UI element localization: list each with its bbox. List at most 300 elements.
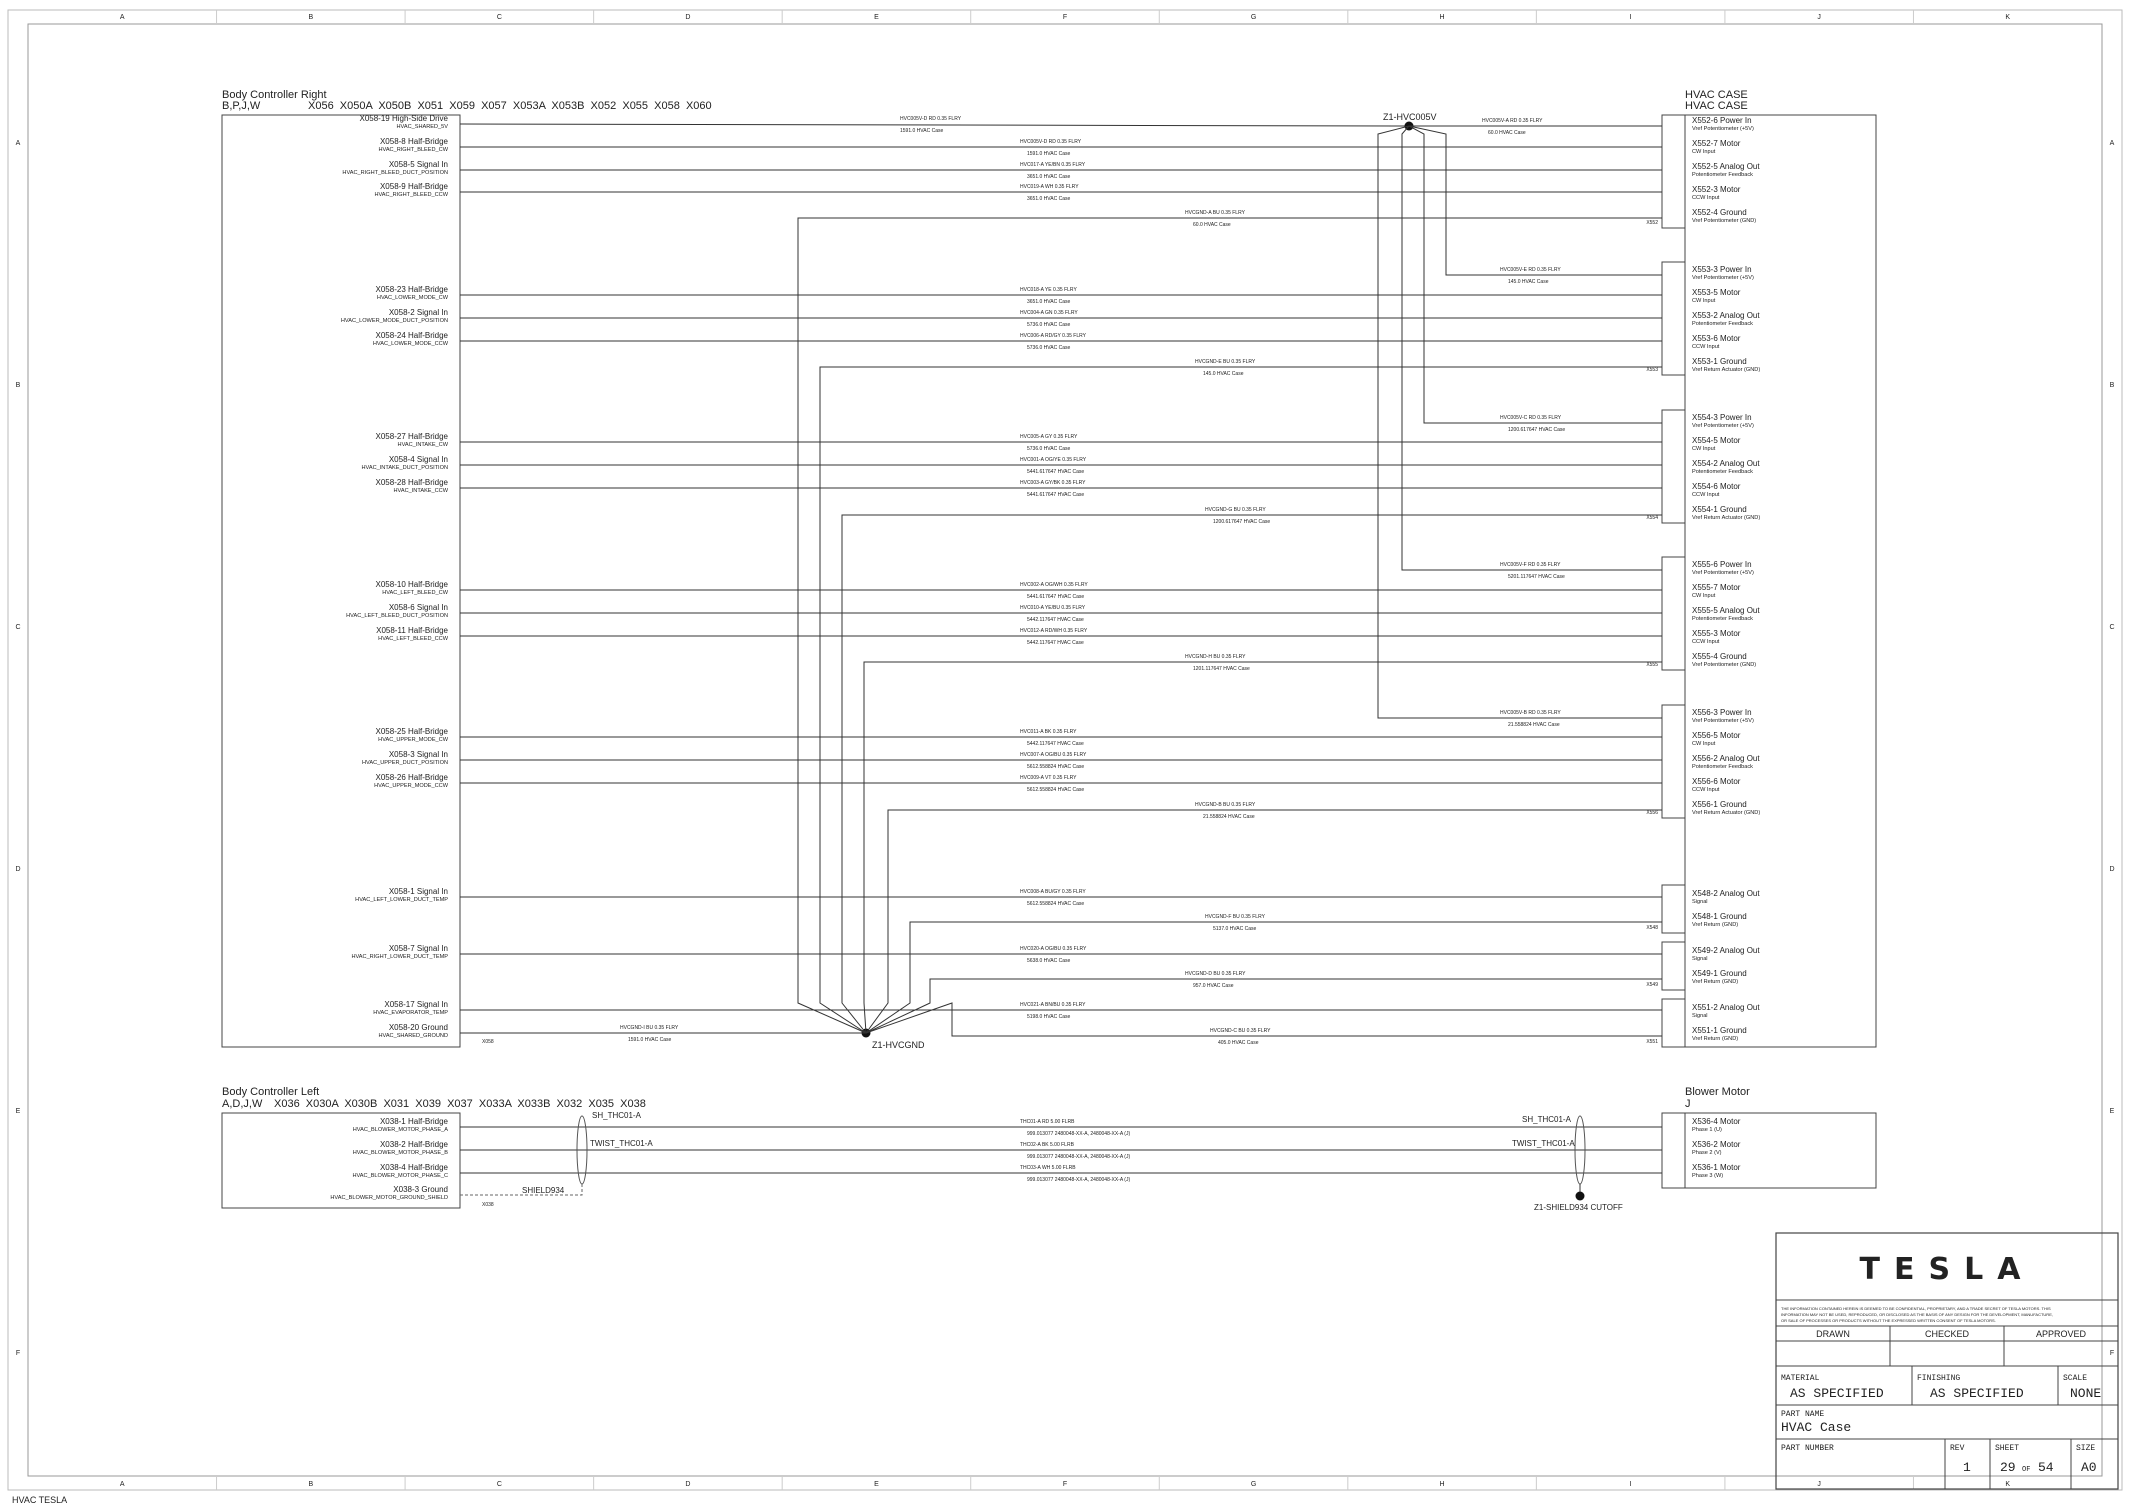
hvac-pin-desc: Vref Potentiometer (+5V) xyxy=(1692,718,1754,724)
hvac-pin-label: X552-4 Ground xyxy=(1692,208,1747,217)
power-wire-spec: HVC005V-E RD 0.35 FLRY xyxy=(1500,267,1561,273)
gnd-wire-length: 5137.0 HVAC Case xyxy=(1213,926,1257,932)
hvac-connector-block xyxy=(1662,557,1685,670)
bcr-pin-signal: HVAC_UPPER_MODE_CCW xyxy=(374,783,448,789)
bcl-pin-signal: HVAC_BLOWER_MOTOR_PHASE_C xyxy=(352,1173,448,1179)
wire-length: 1591.0 HVAC Case xyxy=(1027,151,1071,157)
rev-value: 1 xyxy=(1963,1460,1971,1475)
bcr-footer-label: X058 xyxy=(482,1039,494,1045)
sheet-border xyxy=(8,10,2122,1490)
sheet-number: 29 xyxy=(2000,1460,2016,1475)
hvac-pin-desc: Vref Return (GND) xyxy=(1692,922,1739,928)
bcr-title: Body Controller Right xyxy=(222,89,327,101)
hvac-pin-label: X556-1 Ground xyxy=(1692,800,1747,809)
wire-length: 5638.0 HVAC Case xyxy=(1027,958,1071,964)
gnd-wire-spec-left: HVCGND-I BU 0.35 FLRY xyxy=(620,1025,679,1031)
title-block xyxy=(1776,1233,2118,1489)
hvac-pin-desc: Vref Potentiometer (+5V) xyxy=(1692,570,1754,576)
bcr-pin-signal: HVAC_RIGHT_BLEED_DUCT_POSITION xyxy=(342,170,448,176)
wire-length: 5441.617647 HVAC Case xyxy=(1027,594,1085,600)
drawn-label: DRAWN xyxy=(1816,1329,1850,1339)
grid-col-label-top: I xyxy=(1629,14,1632,21)
bcr-pin-label: X058-1 Signal In xyxy=(388,887,448,896)
power-branch-wire xyxy=(1402,126,1662,570)
gnd-wire-spec: HVCGND-A BU 0.35 FLRY xyxy=(1185,210,1245,216)
grid-col-label-top: C xyxy=(496,14,502,21)
blower-connector-block xyxy=(1662,1113,1685,1188)
scale-label: SCALE xyxy=(2063,1374,2088,1383)
grid-row-label-right: B xyxy=(2109,382,2115,389)
wire-length: 3651.0 HVAC Case xyxy=(1027,196,1071,202)
gnd-wire-spec: HVCGND-E BU 0.35 FLRY xyxy=(1195,359,1256,365)
hvac-pin-label: X551-1 Ground xyxy=(1692,1026,1747,1035)
wire-length: 5736.0 HVAC Case xyxy=(1027,446,1071,452)
sheet-total: 54 xyxy=(2038,1460,2054,1475)
bcr-pin-signal: HVAC_LOWER_MODE_CCW xyxy=(372,341,448,347)
hvac-connector-label: X551 xyxy=(1646,1039,1658,1045)
grid-col-label-bottom: J xyxy=(1817,1481,1821,1488)
hvac-pin-desc: Potentiometer Feedback xyxy=(1692,172,1753,178)
grid-col-label-top: F xyxy=(1062,14,1068,21)
bcr-pin-label: X058-2 Signal In xyxy=(388,308,448,317)
bcr-pin-signal: HVAC_INTAKE_CW xyxy=(397,442,448,448)
bcr-pin-signal: HVAC_LEFT_BLEED_CCW xyxy=(378,636,448,642)
hvac-connector-block xyxy=(1662,705,1685,818)
grid-row-label-right: C xyxy=(2109,624,2115,631)
part-number-label: PART NUMBER xyxy=(1781,1444,1834,1453)
grid-col-label-bottom: D xyxy=(685,1481,691,1488)
gnd-wire-spec: HVCGND-H BU 0.35 FLRY xyxy=(1185,654,1246,660)
hvac-connector-block xyxy=(1662,942,1685,990)
hvac-pin-desc: Potentiometer Feedback xyxy=(1692,321,1753,327)
hvac-pin-label: X554-3 Power In xyxy=(1692,413,1752,422)
bcr-pin-signal: HVAC_UPPER_MODE_CW xyxy=(378,737,448,743)
hvac-connector-block xyxy=(1662,262,1685,375)
wire-length: 3651.0 HVAC Case xyxy=(1027,299,1071,305)
wire-length: 5441.617647 HVAC Case xyxy=(1027,492,1085,498)
hvac-pin-desc: Vref Return Actuator (GND) xyxy=(1692,810,1761,816)
wire-spec: HVC009-A VT 0.35 FLRY xyxy=(1020,775,1077,781)
gnd-wire-length: 1200.617647 HVAC Case xyxy=(1213,519,1271,525)
gnd-wire-length: 1201.117647 HVAC Case xyxy=(1193,666,1250,672)
hvac-connector-label: X554 xyxy=(1646,515,1658,521)
gnd-wire-length: 405.0 HVAC Case xyxy=(1218,1040,1259,1046)
hvac-pin-label: X555-4 Ground xyxy=(1692,652,1747,661)
power-branch-wire xyxy=(1378,126,1662,718)
hvac-connector-label: X555 xyxy=(1646,662,1658,668)
wire-spec: HVC005-A GY 0.35 FLRY xyxy=(1020,434,1078,440)
bcl-pin-label: X038-3 Ground xyxy=(393,1185,448,1194)
grid-col-label-top: K xyxy=(2005,14,2011,21)
gnd-wire-length: 145.0 HVAC Case xyxy=(1203,371,1244,377)
bcr-pin-signal: HVAC_LEFT_BLEED_DUCT_POSITION xyxy=(346,613,448,619)
size-value: A0 xyxy=(2081,1460,2097,1475)
tesla-logo: TESLA xyxy=(1859,1252,2035,1287)
twist-label-right: TWIST_THC01-A xyxy=(1512,1139,1575,1148)
grid-col-label-top: H xyxy=(1439,14,1445,21)
wire-length: 5441.617647 HVAC Case xyxy=(1027,469,1085,475)
hvac-pin-desc: CW Input xyxy=(1692,741,1716,747)
hvac-title-1: HVAC CASE xyxy=(1685,89,1748,101)
wire-length: 5442.117647 HVAC Case xyxy=(1027,741,1084,747)
hvac-pin-label: X555-7 Motor xyxy=(1692,583,1741,592)
grid-col-label-bottom: C xyxy=(496,1481,502,1488)
hvac-pin-label: X553-3 Power In xyxy=(1692,265,1752,274)
grid-col-label-bottom: A xyxy=(119,1481,125,1488)
shield-cutoff-label: Z1-SHIELD934 CUTOFF xyxy=(1534,1203,1623,1212)
grid-col-label-top: D xyxy=(685,14,691,21)
bcr-pin-label: X058-5 Signal In xyxy=(388,160,448,169)
blower-pin-desc: Phase 3 (W) xyxy=(1692,1173,1724,1179)
hvac-pin-desc: CCW Input xyxy=(1692,344,1720,350)
hvac-connector-block xyxy=(1662,885,1685,933)
bcl-title: Body Controller Left xyxy=(222,1086,320,1098)
hvac-pin-desc: Potentiometer Feedback xyxy=(1692,469,1753,475)
wire-spec: HVC021-A BN/BU 0.35 FLRY xyxy=(1020,1002,1086,1008)
hvac-pin-label: X552-7 Motor xyxy=(1692,139,1741,148)
grid-col-label-bottom: B xyxy=(308,1481,314,1488)
shield-label-right: SH_THC01-A xyxy=(1522,1115,1571,1124)
hvac-pin-desc: Signal xyxy=(1692,899,1708,905)
blower-pin-label: X536-1 Motor xyxy=(1692,1163,1741,1172)
bcl-subtitle: A,D,J,W xyxy=(222,1098,263,1110)
power-wire-main xyxy=(460,124,1409,126)
power-wire-spec: HVC005V-B RD 0.35 FLRY xyxy=(1500,710,1561,716)
hvac-pin-desc: CCW Input xyxy=(1692,492,1720,498)
wire-spec: HVC012-A RD/WH 0.35 FLRY xyxy=(1020,628,1088,634)
blower-pin-label: X536-4 Motor xyxy=(1692,1117,1741,1126)
hvac-pin-label: X556-6 Motor xyxy=(1692,777,1741,786)
gnd-wire-spec: HVCGND-D BU 0.35 FLRY xyxy=(1185,971,1246,977)
bcr-pin-label: X058-10 Half-Bridge xyxy=(375,580,448,589)
bcr-pin-label: X058-19 High-Side Drive xyxy=(359,114,448,123)
hvac-pin-desc: CCW Input xyxy=(1692,195,1720,201)
hvac-connector-block xyxy=(1662,115,1685,228)
bcl-pin-signal: HVAC_BLOWER_MOTOR_PHASE_A xyxy=(352,1127,448,1133)
hvac-pin-label: X553-2 Analog Out xyxy=(1692,311,1760,320)
power-wire-spec: HVC005V-A RD 0.35 FLRY xyxy=(1482,118,1543,124)
hvac-pin-label: X552-5 Analog Out xyxy=(1692,162,1760,171)
hvac-outline xyxy=(1685,115,1876,1047)
hvac-pin-label: X555-3 Motor xyxy=(1692,629,1741,638)
grid-row-label-left: A xyxy=(15,140,21,147)
material-label: MATERIAL xyxy=(1781,1374,1820,1383)
finishing-label: FINISHING xyxy=(1917,1374,1961,1383)
hvac-pin-desc: Vref Return (GND) xyxy=(1692,1036,1739,1042)
bcr-pin-signal: HVAC_RIGHT_LOWER_DUCT_TEMP xyxy=(351,954,448,960)
grid-row-label-right: D xyxy=(2109,866,2115,873)
wire-spec: HVC008-A BU/GY 0.35 FLRY xyxy=(1020,889,1086,895)
hvac-pin-desc: Vref Potentiometer (GND) xyxy=(1692,218,1757,224)
power-wire-spec: HVC005V-F RD 0.35 FLRY xyxy=(1500,562,1561,568)
gnd-wire-length: 21.558824 HVAC Case xyxy=(1203,814,1255,820)
hvac-pin-desc: Vref Return Actuator (GND) xyxy=(1692,515,1761,521)
approved-label: APPROVED xyxy=(2035,1329,2087,1339)
hvac-pin-label: X556-3 Power In xyxy=(1692,708,1752,717)
power-wire-length: 60.0 HVAC Case xyxy=(1488,130,1526,136)
bcr-pin-signal: HVAC_RIGHT_BLEED_CCW xyxy=(374,192,448,198)
hvac-pin-label: X555-5 Analog Out xyxy=(1692,606,1760,615)
hvac-connector-label: X553 xyxy=(1646,367,1658,373)
gnd-branch-wire xyxy=(820,367,1662,1033)
bcl-connector-list: X036 X030A X030B X031 X039 X037 X033A X033B X032 X035 X038 xyxy=(274,1098,646,1110)
bcl-pin-label: X038-4 Half-Bridge xyxy=(379,1163,448,1172)
wire-spec: HVC002-A OG/WH 0.35 FLRY xyxy=(1020,582,1088,588)
hvac-pin-desc: Signal xyxy=(1692,1013,1708,1019)
blower-pin-desc: Phase 1 (U) xyxy=(1692,1127,1722,1133)
twist-label-left: TWIST_THC01-A xyxy=(590,1139,653,1148)
hvac-pin-desc: CW Input xyxy=(1692,149,1716,155)
hvac-pin-label: X553-5 Motor xyxy=(1692,288,1741,297)
bcr-pin-signal: HVAC_LOWER_MODE_DUCT_POSITION xyxy=(340,318,448,324)
bcl-pin-label: X038-2 Half-Bridge xyxy=(379,1140,448,1149)
bcr-subtitle: B,P,J,W xyxy=(222,100,261,112)
sheet-label: SHEET xyxy=(1995,1444,2020,1453)
gnd-wire-length: 957.0 HVAC Case xyxy=(1193,983,1234,989)
grid-row-label-right: A xyxy=(2109,140,2115,147)
grid-col-label-top: B xyxy=(308,14,314,21)
hvac-pin-desc: CW Input xyxy=(1692,593,1716,599)
hvac-case xyxy=(1646,89,1876,1047)
bcr-pin-label: X058-17 Signal In xyxy=(384,1000,448,1009)
bcr-pin-label: X058-7 Signal In xyxy=(388,944,448,953)
wire-spec: HVC019-A WH 0.35 FLRY xyxy=(1020,184,1079,190)
gnd-branch-wire xyxy=(866,922,1662,1033)
hvac-connector-label: X552 xyxy=(1646,220,1658,226)
shield934-label: SHIELD934 xyxy=(522,1186,565,1195)
blower-wire-spec: THC03-A WH 5.00 FLRB xyxy=(1020,1165,1076,1171)
gnd-branch-wire xyxy=(842,515,1662,1033)
hvac-pin-desc: CCW Input xyxy=(1692,787,1720,793)
blower-wire-length: 999.013077 2480048-XX-A, 2480048-XX-A (J) xyxy=(1027,1154,1131,1160)
power-wire-length: 5201.117647 HVAC Case xyxy=(1508,574,1565,580)
hvac-pin-label: X551-2 Analog Out xyxy=(1692,1003,1760,1012)
wire-spec: HVC005V-D RD 0.35 FLRY xyxy=(1020,139,1082,145)
hvac-connector-label: X549 xyxy=(1646,982,1658,988)
hvac-pin-label: X553-6 Motor xyxy=(1692,334,1741,343)
body-controller-right xyxy=(222,89,712,1047)
hvac-connector-block xyxy=(1662,999,1685,1047)
blower-pin-desc: Phase 2 (V) xyxy=(1692,1150,1722,1156)
wire-length: 5612.558824 HVAC Case xyxy=(1027,787,1085,793)
hvac-pin-label: X555-6 Power In xyxy=(1692,560,1752,569)
hvac-pin-label: X554-5 Motor xyxy=(1692,436,1741,445)
material-value: AS SPECIFIED xyxy=(1790,1386,1884,1401)
hvac-pin-desc: Vref Return (GND) xyxy=(1692,979,1739,985)
bcr-pin-signal: HVAC_LOWER_MODE_CW xyxy=(376,295,448,301)
wire-spec: HVC018-A YE 0.35 FLRY xyxy=(1020,287,1077,293)
bcl-pin-signal: HVAC_BLOWER_MOTOR_PHASE_B xyxy=(352,1150,448,1156)
blower-wire-spec: THC02-A BK 5.00 FLRB xyxy=(1020,1142,1074,1148)
power-wire-length: 21.558824 HVAC Case xyxy=(1508,722,1560,728)
grid-row-label-left: E xyxy=(15,1108,21,1115)
bcl-pin-signal: HVAC_BLOWER_MOTOR_GROUND_SHIELD xyxy=(330,1195,448,1201)
blower-wire-length: 999.013077 2480048-XX-A, 2480048-XX-A (J) xyxy=(1027,1131,1131,1137)
wire-spec: HVC003-A GY/BK 0.35 FLRY xyxy=(1020,480,1086,486)
bcr-connector-list: X056 X050A X050B X051 X059 X057 X053A X053B X052 X055 X058 X060 xyxy=(308,100,712,112)
hvac-pin-label: X553-1 Ground xyxy=(1692,357,1747,366)
hvac-pin-label: X552-3 Motor xyxy=(1692,185,1741,194)
wire-spec: HVC004-A GN 0.35 FLRY xyxy=(1020,310,1078,316)
scale-value: NONE xyxy=(2070,1386,2102,1401)
confidential-notice-2: INFORMATION MAY NOT BE USED, REPRODUCED, OR DISCLOSED AS THE BASIS OF ANY DESIGN FOR THE DEVELOPMENT, MANUFACTURE, xyxy=(1781,1312,2053,1317)
wire-spec: HVC020-A OG/BU 0.35 FLRY xyxy=(1020,946,1087,952)
sheet-of: OF xyxy=(2022,1466,2031,1474)
grid-col-label-top: J xyxy=(1817,14,1821,21)
grid-col-label-top: E xyxy=(874,14,879,21)
hvac-pin-label: X552-6 Power In xyxy=(1692,116,1752,125)
bcr-pin-label: X058-26 Half-Bridge xyxy=(375,773,448,782)
hvac-pin-label: X549-2 Analog Out xyxy=(1692,946,1760,955)
gnd-wire-length: 60.0 HVAC Case xyxy=(1193,222,1231,228)
bcr-pin-label: X058-9 Half-Bridge xyxy=(379,182,448,191)
hvac-pin-label: X548-1 Ground xyxy=(1692,912,1747,921)
blower-pin-label: X536-2 Motor xyxy=(1692,1140,1741,1149)
hvac-pin-desc: Potentiometer Feedback xyxy=(1692,764,1753,770)
grid-row-label-right: F xyxy=(2109,1350,2115,1357)
wire-length: 5736.0 HVAC Case xyxy=(1027,345,1071,351)
bcr-pin-signal: HVAC_SHARED_5V xyxy=(396,124,448,130)
sheet-grid-border xyxy=(8,10,2122,1490)
gnd-wire-spec: HVCGND-C BU 0.35 FLRY xyxy=(1210,1028,1271,1034)
hvac-pin-label: X548-2 Analog Out xyxy=(1692,889,1760,898)
power-wire-length: 145.0 HVAC Case xyxy=(1508,279,1549,285)
splice-label-hvc005v: Z1-HVC005V xyxy=(1383,112,1437,122)
grid-col-label-bottom: F xyxy=(1062,1481,1068,1488)
grid-col-label-top: G xyxy=(1250,14,1257,21)
hvac-pin-desc: CW Input xyxy=(1692,298,1716,304)
wire-spec: HVC010-A YE/BU 0.35 FLRY xyxy=(1020,605,1086,611)
checked-label: CHECKED xyxy=(1924,1329,1970,1339)
shield-label-left: SH_THC01-A xyxy=(592,1111,641,1120)
hvac-pin-label: X554-2 Analog Out xyxy=(1692,459,1760,468)
size-label: SIZE xyxy=(2076,1444,2096,1453)
power-wire-length: 1200.617647 HVAC Case xyxy=(1508,427,1566,433)
wire-spec: HVC005V-D RD 0.35 FLRY xyxy=(900,116,962,122)
bcr-pin-signal: HVAC_EVAPORATOR_TEMP xyxy=(373,1010,448,1016)
grid-row-label-right: E xyxy=(2109,1108,2115,1115)
gnd-wire-spec: HVCGND-G BU 0.35 FLRY xyxy=(1205,507,1266,513)
hvac-pin-label: X549-1 Ground xyxy=(1692,969,1747,978)
wire-spec: HVC017-A YE/BN 0.35 FLRY xyxy=(1020,162,1086,168)
bcr-pin-signal: HVAC_UPPER_DUCT_POSITION xyxy=(362,760,448,766)
wire-spec: HVC011-A BK 0.35 FLRY xyxy=(1020,729,1077,735)
sheet-inner-border xyxy=(28,24,2102,1476)
hvac-pin-label: X554-1 Ground xyxy=(1692,505,1747,514)
bcr-pin-label: X058-6 Signal In xyxy=(388,603,448,612)
part-name-value: HVAC Case xyxy=(1781,1420,1852,1435)
gnd-wire-spec: HVCGND-B BU 0.35 FLRY xyxy=(1195,802,1256,808)
bcr-pin-label: X058-20 Ground xyxy=(388,1023,448,1032)
finishing-value: AS SPECIFIED xyxy=(1930,1386,2024,1401)
hvac-pin-desc: Vref Return Actuator (GND) xyxy=(1692,367,1761,373)
grid-col-label-top: A xyxy=(119,14,125,21)
wire-length: 1591.0 HVAC Case xyxy=(900,128,944,134)
wire-length: 5736.0 HVAC Case xyxy=(1027,322,1071,328)
confidential-notice-3: OR SALE OF PROCESSES OR PRODUCTS WITHOUT THE EXPRESSED WRITTEN CONSENT OF TESLA MOTORS. xyxy=(1781,1318,1996,1323)
hvac-pin-label: X556-5 Motor xyxy=(1692,731,1741,740)
bcr-pin-label: X058-11 Half-Bridge xyxy=(376,626,448,635)
bcr-pin-signal: HVAC_LEFT_BLEED_CW xyxy=(382,590,448,596)
splice-label-hvcgnd: Z1-HVCGND xyxy=(872,1040,925,1050)
shield-cutoff-dot xyxy=(1576,1192,1585,1201)
power-wire-spec: HVC005V-C RD 0.35 FLRY xyxy=(1500,415,1562,421)
wire-length: 5612.558824 HVAC Case xyxy=(1027,764,1085,770)
wire-length: 5442.117647 HVAC Case xyxy=(1027,617,1084,623)
confidential-notice-1: THE INFORMATION CONTAINED HEREIN IS DEEMED TO BE CONFIDENTIAL, PROPRIETARY, AND A TRADE SECRET OF TESLA MOTORS. THIS xyxy=(1781,1306,2051,1311)
grid-col-label-bottom: G xyxy=(1250,1481,1257,1488)
bcr-pin-label: X058-28 Half-Bridge xyxy=(375,478,448,487)
hvac-connector-label: X548 xyxy=(1646,925,1658,931)
bcr-pin-label: X058-25 Half-Bridge xyxy=(375,727,448,736)
bcr-pin-label: X058-27 Half-Bridge xyxy=(375,432,448,441)
blower-title: Blower Motor xyxy=(1685,1086,1750,1098)
gnd-wire-length-left: 1591.0 HVAC Case xyxy=(628,1037,672,1043)
grid-col-label-bottom: E xyxy=(874,1481,879,1488)
wire-spec: HVC006-A RD/GY 0.35 FLRY xyxy=(1020,333,1086,339)
hvac-pin-desc: Signal xyxy=(1692,956,1708,962)
bcr-pin-signal: HVAC_INTAKE_CCW xyxy=(393,488,448,494)
blower-subtitle: J xyxy=(1685,1098,1691,1110)
rev-label: REV xyxy=(1950,1444,1965,1453)
wire-length: 5198.0 HVAC Case xyxy=(1027,1014,1071,1020)
bcr-pin-signal: HVAC_SHARED_GROUND xyxy=(378,1033,448,1039)
gnd-branch-wire xyxy=(866,979,1662,1033)
bcl-footer-label: X038 xyxy=(482,1202,494,1208)
grid-col-label-bottom: H xyxy=(1439,1481,1445,1488)
hvac-pin-desc: CW Input xyxy=(1692,446,1716,452)
grid-col-label-bottom: K xyxy=(2005,1481,2011,1488)
hvac-pin-desc: CCW Input xyxy=(1692,639,1720,645)
hvac-pin-label: X554-6 Motor xyxy=(1692,482,1741,491)
bcr-pin-signal: HVAC_INTAKE_DUCT_POSITION xyxy=(361,465,448,471)
grid-row-label-left: F xyxy=(15,1350,21,1357)
grid-row-label-left: C xyxy=(15,624,21,631)
power-branch-wire xyxy=(1409,126,1662,275)
part-name-label: PART NAME xyxy=(1781,1410,1825,1419)
hvac-title-2: HVAC CASE xyxy=(1685,100,1748,112)
bottom-left-caption: HVAC TESLA xyxy=(12,1495,68,1505)
bcr-pin-label: X058-4 Signal In xyxy=(388,455,448,464)
bcr-pin-signal: HVAC_LEFT_LOWER_DUCT_TEMP xyxy=(355,897,448,903)
hvac-connector-label: X556 xyxy=(1646,810,1658,816)
grid-col-label-bottom: I xyxy=(1629,1481,1632,1488)
hvac-pin-label: X556-2 Analog Out xyxy=(1692,754,1760,763)
wire-length: 3651.0 HVAC Case xyxy=(1027,174,1071,180)
bcr-pin-label: X058-8 Half-Bridge xyxy=(379,137,448,146)
bcl-pin-label: X038-1 Half-Bridge xyxy=(379,1117,448,1126)
wire-spec: HVC007-A OG/BU 0.35 FLRY xyxy=(1020,752,1087,758)
bcr-pin-signal: HVAC_RIGHT_BLEED_CW xyxy=(378,147,448,153)
blower-wire-spec: THC01-A RD 5.00 FLRB xyxy=(1020,1119,1075,1125)
bcr-pin-label: X058-23 Half-Bridge xyxy=(375,285,448,294)
hvac-connector-block xyxy=(1662,410,1685,523)
gnd-wire-spec: HVCGND-F BU 0.35 FLRY xyxy=(1205,914,1265,920)
blower-wire-length: 999.013077 2480048-XX-A, 2480048-XX-A (J) xyxy=(1027,1177,1131,1183)
hvac-pin-desc: Vref Potentiometer (+5V) xyxy=(1692,275,1754,281)
hvac-pin-desc: Vref Potentiometer (+5V) xyxy=(1692,126,1754,132)
bcr-pin-label: X058-24 Half-Bridge xyxy=(375,331,448,340)
hvac-pin-desc: Potentiometer Feedback xyxy=(1692,616,1753,622)
gnd-branch-wire xyxy=(798,218,1662,1033)
blower-motor xyxy=(1662,1086,1876,1188)
grid-row-label-left: D xyxy=(15,866,21,873)
wire-spec: HVC001-A OG/YE 0.35 FLRY xyxy=(1020,457,1087,463)
hvac-pin-desc: Vref Potentiometer (GND) xyxy=(1692,662,1757,668)
bcr-pin-label: X058-3 Signal In xyxy=(388,750,448,759)
grid-row-label-left: B xyxy=(15,382,21,389)
wire-length: 5612.558824 HVAC Case xyxy=(1027,901,1085,907)
